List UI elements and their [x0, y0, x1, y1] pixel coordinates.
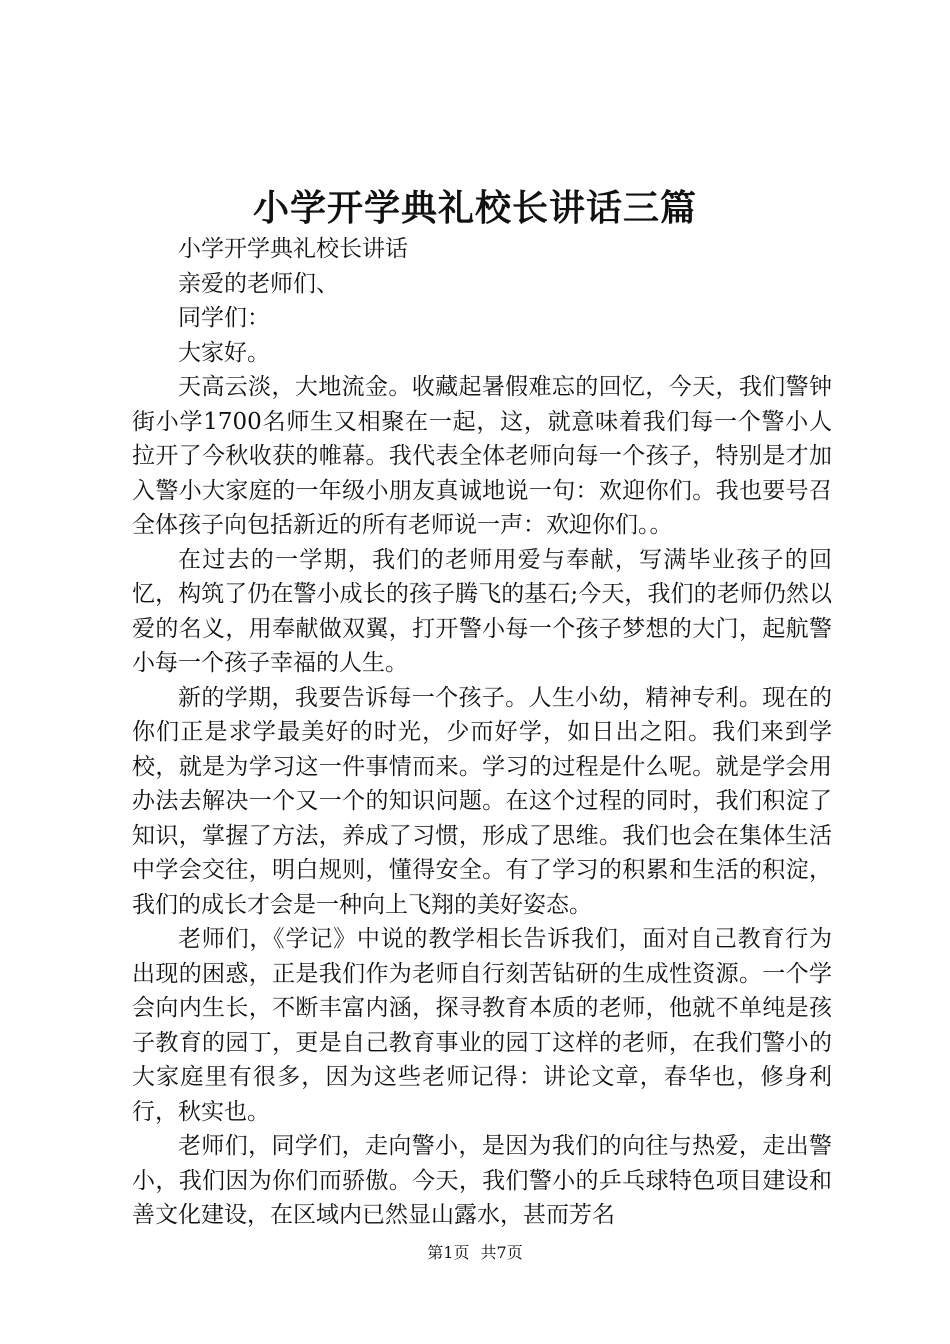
page-total: 共7页 [480, 1243, 523, 1262]
paragraph: 亲爱的老师们、 [178, 270, 339, 297]
page-footer [0, 1243, 950, 1263]
page-number: 第1页 [427, 1243, 470, 1262]
paragraph: 小学开学典礼校长讲话 [178, 236, 408, 262]
paragraph: 大家好。 [178, 339, 270, 366]
paragraph: 天高云淡，大地流金。收藏起暑假难忘的回忆，今天，我们警钟街小学1700名师生又相聚在一起，这，就意味着我们每一个警小人拉开了今秋收获的帷幕。我代表全体老师向每一个孩子，特别是才加入警小大家庭的一年级小朋友真诚地说一句：欢迎你们。我也要号召全体孩子向包括新近的所有老师说一声：欢迎你们。。 [132, 374, 832, 538]
document-title: 小学开学典礼校长讲话三篇 [252, 187, 697, 229]
paragraph: 老师们，同学们，走向警小，是因为我们的向往与热爱，走出警小，我们因为你们而骄傲。今天，我们警小的乒乓球特色项目建设和善文化建设，在区域内已然显山露水，甚而芳名 [132, 1133, 832, 1228]
paragraph: 新的学期，我要告诉每一个孩子。人生小幼，精神专利。现在的你们正是求学最美好的时光，少而好学，如日出之阳。我们来到学校，就是为学习这一件事情而来。学习的过程是什么呢。就是学会用办法去解决一个又一个的知识问题。在这个过程的同时，我们积淀了知识，掌握了方法，养成了习惯，形成了思维。我们也会在集体生活中学会交往，明白规则，懂得安全。有了学习的积累和生活的积淀，我们的成长才会是一种向上飞翔的美好姿态。 [132, 684, 832, 918]
document-body [132, 232, 832, 1233]
paragraph: 同学们： [178, 305, 270, 331]
paragraph: 在过去的一学期，我们的老师用爱与奉献，写满毕业孩子的回忆，构筑了仍在警小成长的孩子腾飞的基石;今天，我们的老师仍然以爱的名义，用奉献做双翼，打开警小每一个孩子梦想的大门，起航警小每一个孩子幸福的人生。 [132, 546, 832, 676]
paragraph: 老师们，《学记》中说的教学相长告诉我们，面对自己教育行为出现的困惑，正是我们作为老师自行刻苦钻研的生成性资源。一个学会向内生长，不断丰富内涵，探寻教育本质的老师，他就不单纯是孩子教育的园丁，更是自己教育事业的园丁这样的老师，在我们警小的大家庭里有很多，因为这些老师记得：讲论文章，春华也，修身利行，秋实也。 [132, 926, 832, 1125]
